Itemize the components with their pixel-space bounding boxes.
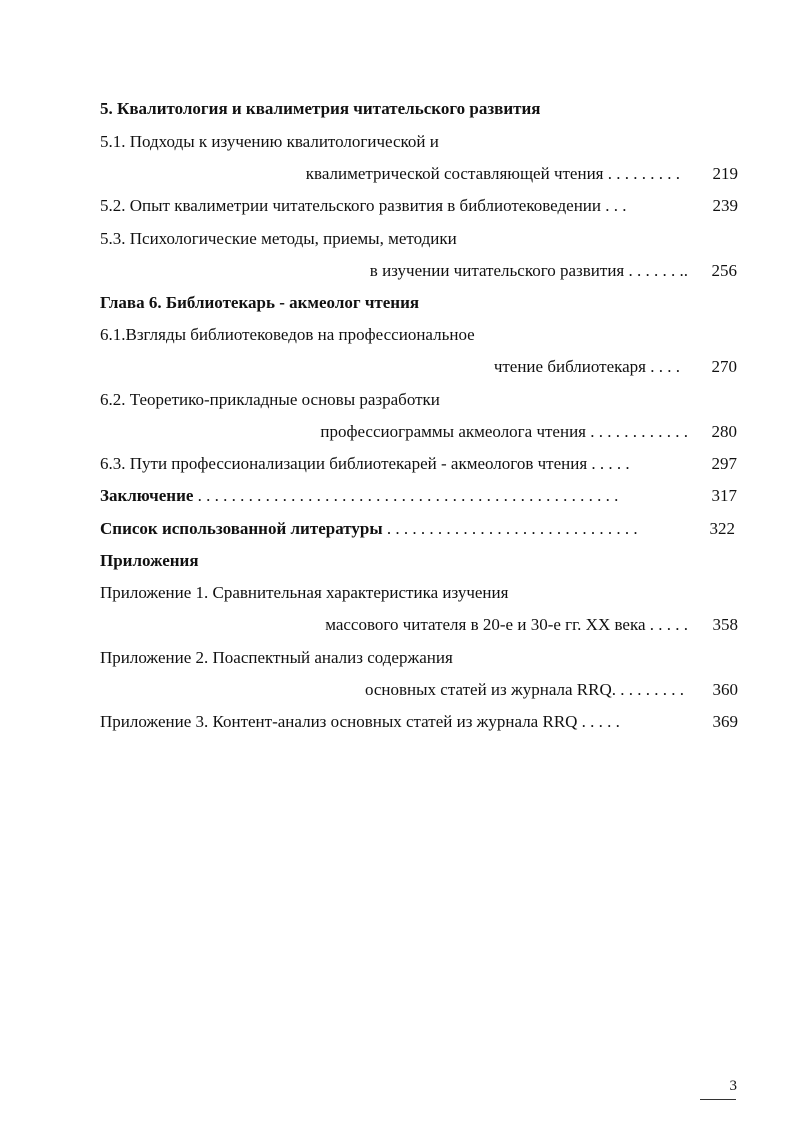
toc-entry-appendix-1-line2: массового читателя в 20-е и 30-е гг. XX века . . . . . xyxy=(325,615,688,634)
appendices-title: Приложения xyxy=(100,551,199,570)
chapter-6-title: Глава 6. Библиотекарь - акмеолог чтения xyxy=(100,293,420,312)
toc-entry-6-3: 6.3. Пути профессионализации библиотекарей - акмеологов чтения . . . . . xyxy=(100,454,630,473)
toc-entry-5-1-line2: квалиметрической составляющей чтения . . . . . . . . . xyxy=(305,164,680,183)
toc-entry-appendix-2-line2: основных статей из журнала RRQ. . . . . . . . . xyxy=(364,680,684,699)
toc-page-5-2: 239 xyxy=(712,196,738,215)
toc-page-5-1: 219 xyxy=(712,164,738,183)
references-label: Список использованной литературы xyxy=(100,519,383,538)
conclusion-label: Заключение xyxy=(100,486,194,505)
toc-page-references: 322 xyxy=(709,519,735,538)
toc-entry-appendix-1-line1: Приложение 1. Сравнительная характеристика изучения xyxy=(100,583,509,602)
toc-page-6-3: 297 xyxy=(711,454,737,473)
toc-entry-6-1-line2: чтение библиотекаря . . . . xyxy=(493,357,680,376)
toc-entry-appendix-3: Приложение 3. Контент-анализ основных статей из журнала RRQ . . . . . xyxy=(100,712,620,731)
toc-entry-5-1-line1: 5.1. Подходы к изучению квалитологической и xyxy=(100,132,439,151)
references-leader-dots: . . . . . . . . . . . . . . . . . . . . . . . . . . . . . . xyxy=(386,519,638,538)
toc-page-appendix-1: 358 xyxy=(712,615,738,634)
page-number-rule xyxy=(700,1099,736,1100)
conclusion-leader-dots: . . . . . . . . . . . . . . . . . . . . . . . . . . . . . . . . . . . . . . . . . . . . . . . . . . xyxy=(197,486,619,505)
toc-page-6-2: 280 xyxy=(711,422,737,441)
toc-page-6-1: 270 xyxy=(711,357,737,376)
toc-page-appendix-3: 369 xyxy=(712,712,738,731)
toc-page-conclusion: 317 xyxy=(711,486,737,505)
toc-entry-5-3-line2: в изучении читательского развития . . . . . . .. xyxy=(369,261,688,280)
toc-entry-5-2: 5.2. Опыт квалиметрии читательского развития в библиотековедении . . . xyxy=(100,196,627,215)
toc-page-5-3: 256 xyxy=(711,261,737,280)
toc-entry-6-1-line1: 6.1.Взгляды библиотековедов на профессиональное xyxy=(100,325,475,344)
toc-entry-6-2-line1: 6.2. Теоретико-прикладные основы разработки xyxy=(100,390,440,409)
chapter-5-title: 5. Квалитология и квалиметрия читательского развития xyxy=(100,99,541,118)
toc-entry-6-2-line2: профессиограммы акмеолога чтения . . . . . . . . . . . . xyxy=(320,422,688,441)
toc-entry-5-3-line1: 5.3. Психологические методы, приемы, методики xyxy=(100,229,457,248)
toc-entry-references xyxy=(100,518,638,540)
toc-page-appendix-2: 360 xyxy=(712,680,738,699)
toc-entry-conclusion xyxy=(100,485,618,507)
page-number: 3 xyxy=(729,1078,737,1094)
toc-entry-appendix-2-line1: Приложение 2. Поаспектный анализ содержания xyxy=(100,648,453,667)
